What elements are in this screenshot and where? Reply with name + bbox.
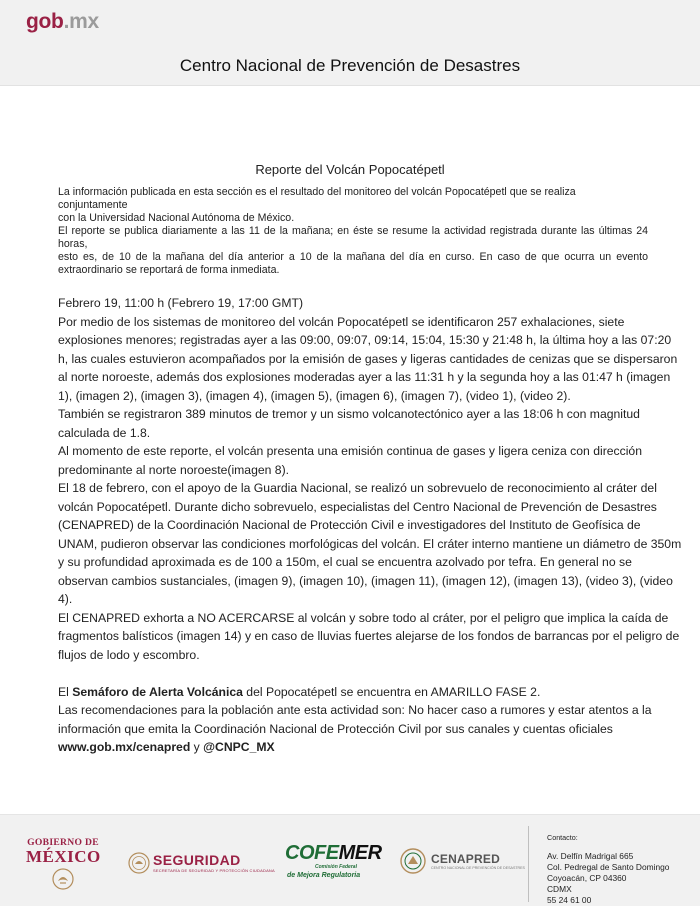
gobierno-de-mexico-logo (26, 837, 100, 895)
contact-label: Contacto: (547, 833, 578, 842)
report-line: También se registraron 389 minutos de tremor y un sismo volcanotectónico ayer a las 18:06 h con magnitud (58, 407, 640, 421)
contact-address-line: Av. Delfín Madrigal 665 (547, 851, 634, 861)
eagle-emblem-icon (52, 868, 74, 890)
report-line: 1), (imagen 2), (imagen 3), (imagen 4), (imagen 5), (imagen 6), (imagen 7), (video 1), (video 2). (58, 388, 571, 403)
footer-divider (528, 826, 529, 902)
seguridad-subtitle: SECRETARÍA DE SEGURIDAD Y PROTECCIÓN CIUDADANA (153, 868, 275, 873)
cenapred-seal-icon (400, 848, 426, 874)
cofemer-a: COFE (285, 842, 339, 864)
gobmx-logo[interactable] (26, 10, 99, 34)
recommendation-line: Las recomendaciones para la población ante esta actividad son: No hacer caso a rumores y estar atentos a la (58, 703, 652, 717)
report-line: calculada de 1.8. (58, 425, 151, 440)
intro-line: esto es, de 10 de la mañana del día anterior a 10 de la mañana del día en curso. En caso de que ocurra un evento (58, 251, 648, 263)
cenapred-subtitle: CENTRO NACIONAL DE PREVENCIÓN DE DESASTRES (431, 866, 525, 870)
report-line: volcán Popocatépetl. Durante dicho sobrevuelo, especialistas del Centro Nacional de Prevención de Desastres (58, 499, 657, 514)
semaforo-link[interactable]: Semáforo de Alerta Volcánica (72, 684, 243, 699)
contact-address-line: Coyoacán, CP 04360 (547, 873, 627, 883)
intro-line: extraordinario se reportará de forma inmediata. (58, 264, 280, 276)
semaforo-line (58, 683, 648, 702)
cenapred-site-link[interactable]: www.gob.mx/cenapred (58, 740, 191, 754)
intro-line: El reporte se publica diariamente a las 11 de la mañana; en éste se resume la actividad registrada durante las últimas 24 horas, (58, 225, 648, 250)
report-line: El CENAPRED exhorta a NO ACERCARSE al volcán y sobre todo al cráter, por el peligro que implica la caída de (58, 610, 669, 625)
cnpc-twitter-link[interactable]: @CNPC_MX (203, 740, 275, 754)
report-line: al norte noroeste, además dos explosiones moderadas ayer a las 11:31 h y la segunda hoy a las 01:47 h (imagen (58, 370, 671, 384)
logo-gob: gob (26, 10, 64, 33)
cofemer-b: MER (338, 842, 382, 864)
center-name: Centro Nacional de Prevención de Desastres (179, 56, 521, 75)
intro-line: La información publicada en esta sección es el resultado del monitoreo del volcán Popocatépetl que se realiza conjuntamente (58, 186, 576, 211)
report-line: Al momento de este reporte, el volcán presenta una emisión continua de gases y ligera ceniza con dirección (58, 444, 642, 458)
report-body (58, 294, 682, 757)
cofemer-wordmark (285, 842, 382, 865)
spacer (58, 664, 648, 683)
intro-line: con la Universidad Nacional Autónoma de México. (58, 212, 295, 224)
links-line (58, 738, 648, 757)
report-line: Por medio de los sistemas de monitoreo del volcán Popocatépetl se identificaron 257 exhalaciones, siete (58, 314, 625, 329)
report-line: El 18 de febrero, con el apoyo de la Guardia Nacional, se realizó un sobrevuelo de reconocimiento al cráter del (58, 481, 657, 495)
contact-address-line: Col. Pedregal de Santo Domingo (547, 862, 670, 872)
report-line: predominante al norte noroeste(imagen 8). (58, 462, 290, 477)
report-line: UNAM, pudieron observar las condiciones morfológicas del volcán. El cráter interno mantiene un diámetro de 350m (58, 536, 682, 551)
report-title: Reporte del Volcán Popocatépetl (255, 162, 445, 177)
header-bar (0, 0, 700, 86)
semaforo-post: del Popocatépetl se encuentra en AMARILLO FASE 2. (242, 684, 541, 699)
report-line: (CENAPRED) de la Coordinación Nacional de Protección Civil e investigadores del Instituto de Geofísica de (58, 518, 641, 532)
cenapred-name: CENAPRED (431, 852, 500, 866)
report-line: 4). (58, 592, 73, 606)
report-line: flujos de lodo y escombro. (58, 647, 200, 662)
report-line: explosiones menores; registradas ayer a las 09:00, 09:07, 09:14, 15:04, 15:30 y 21:48 h, la última hoy a las 07:20 (58, 333, 672, 347)
contact-address-line: CDMX (547, 884, 572, 894)
intro-paragraph-1 (58, 186, 648, 225)
cofemer-sub1: Comisión Federal (315, 864, 357, 870)
report-line: fragmentos balísticos (imagen 14) y en caso de lluvias fuertes alejarse de los fondos de barrancas por el peligro de (58, 629, 680, 643)
seguridad-seal-icon (128, 852, 150, 874)
cofemer-sub2: de Mejora Regulatoria (287, 872, 361, 879)
contact-phone[interactable]: 55 24 61 00 (547, 895, 592, 905)
recommendation-line: información que emita la Coordinación Nacional de Protección Civil por sus canales y cuentas oficiales (58, 721, 613, 736)
report-line: observan cambios sustanciales, (imagen 9), (imagen 10), (imagen 11), (imagen 12), (imagen 13), (video 3), (video (58, 573, 673, 588)
contact-block (547, 832, 669, 906)
links-and: y (190, 740, 204, 754)
intro-paragraph-2 (58, 225, 648, 277)
report-line: y su profundidad aproximada es de 100 a 150m, el cual se encuentra azolvado por tefra. En general no se (58, 555, 632, 569)
gob-logo-line1: GOBIERNO DE (27, 837, 99, 848)
report-line: h, las cuales estuvieron acompañados por la emisión de gases y ligeras cantidades de cenizas que se dispersaron (58, 351, 678, 366)
logo-mx: .mx (63, 10, 99, 33)
semaforo-pre: El (58, 684, 73, 699)
gob-logo-line2: MÉXICO (26, 847, 101, 866)
report-date: Febrero 19, 11:00 h (Febrero 19, 17:00 GMT) (58, 296, 303, 310)
seguridad-name: SEGURIDAD (153, 852, 241, 868)
cofemer-logo (285, 842, 382, 882)
